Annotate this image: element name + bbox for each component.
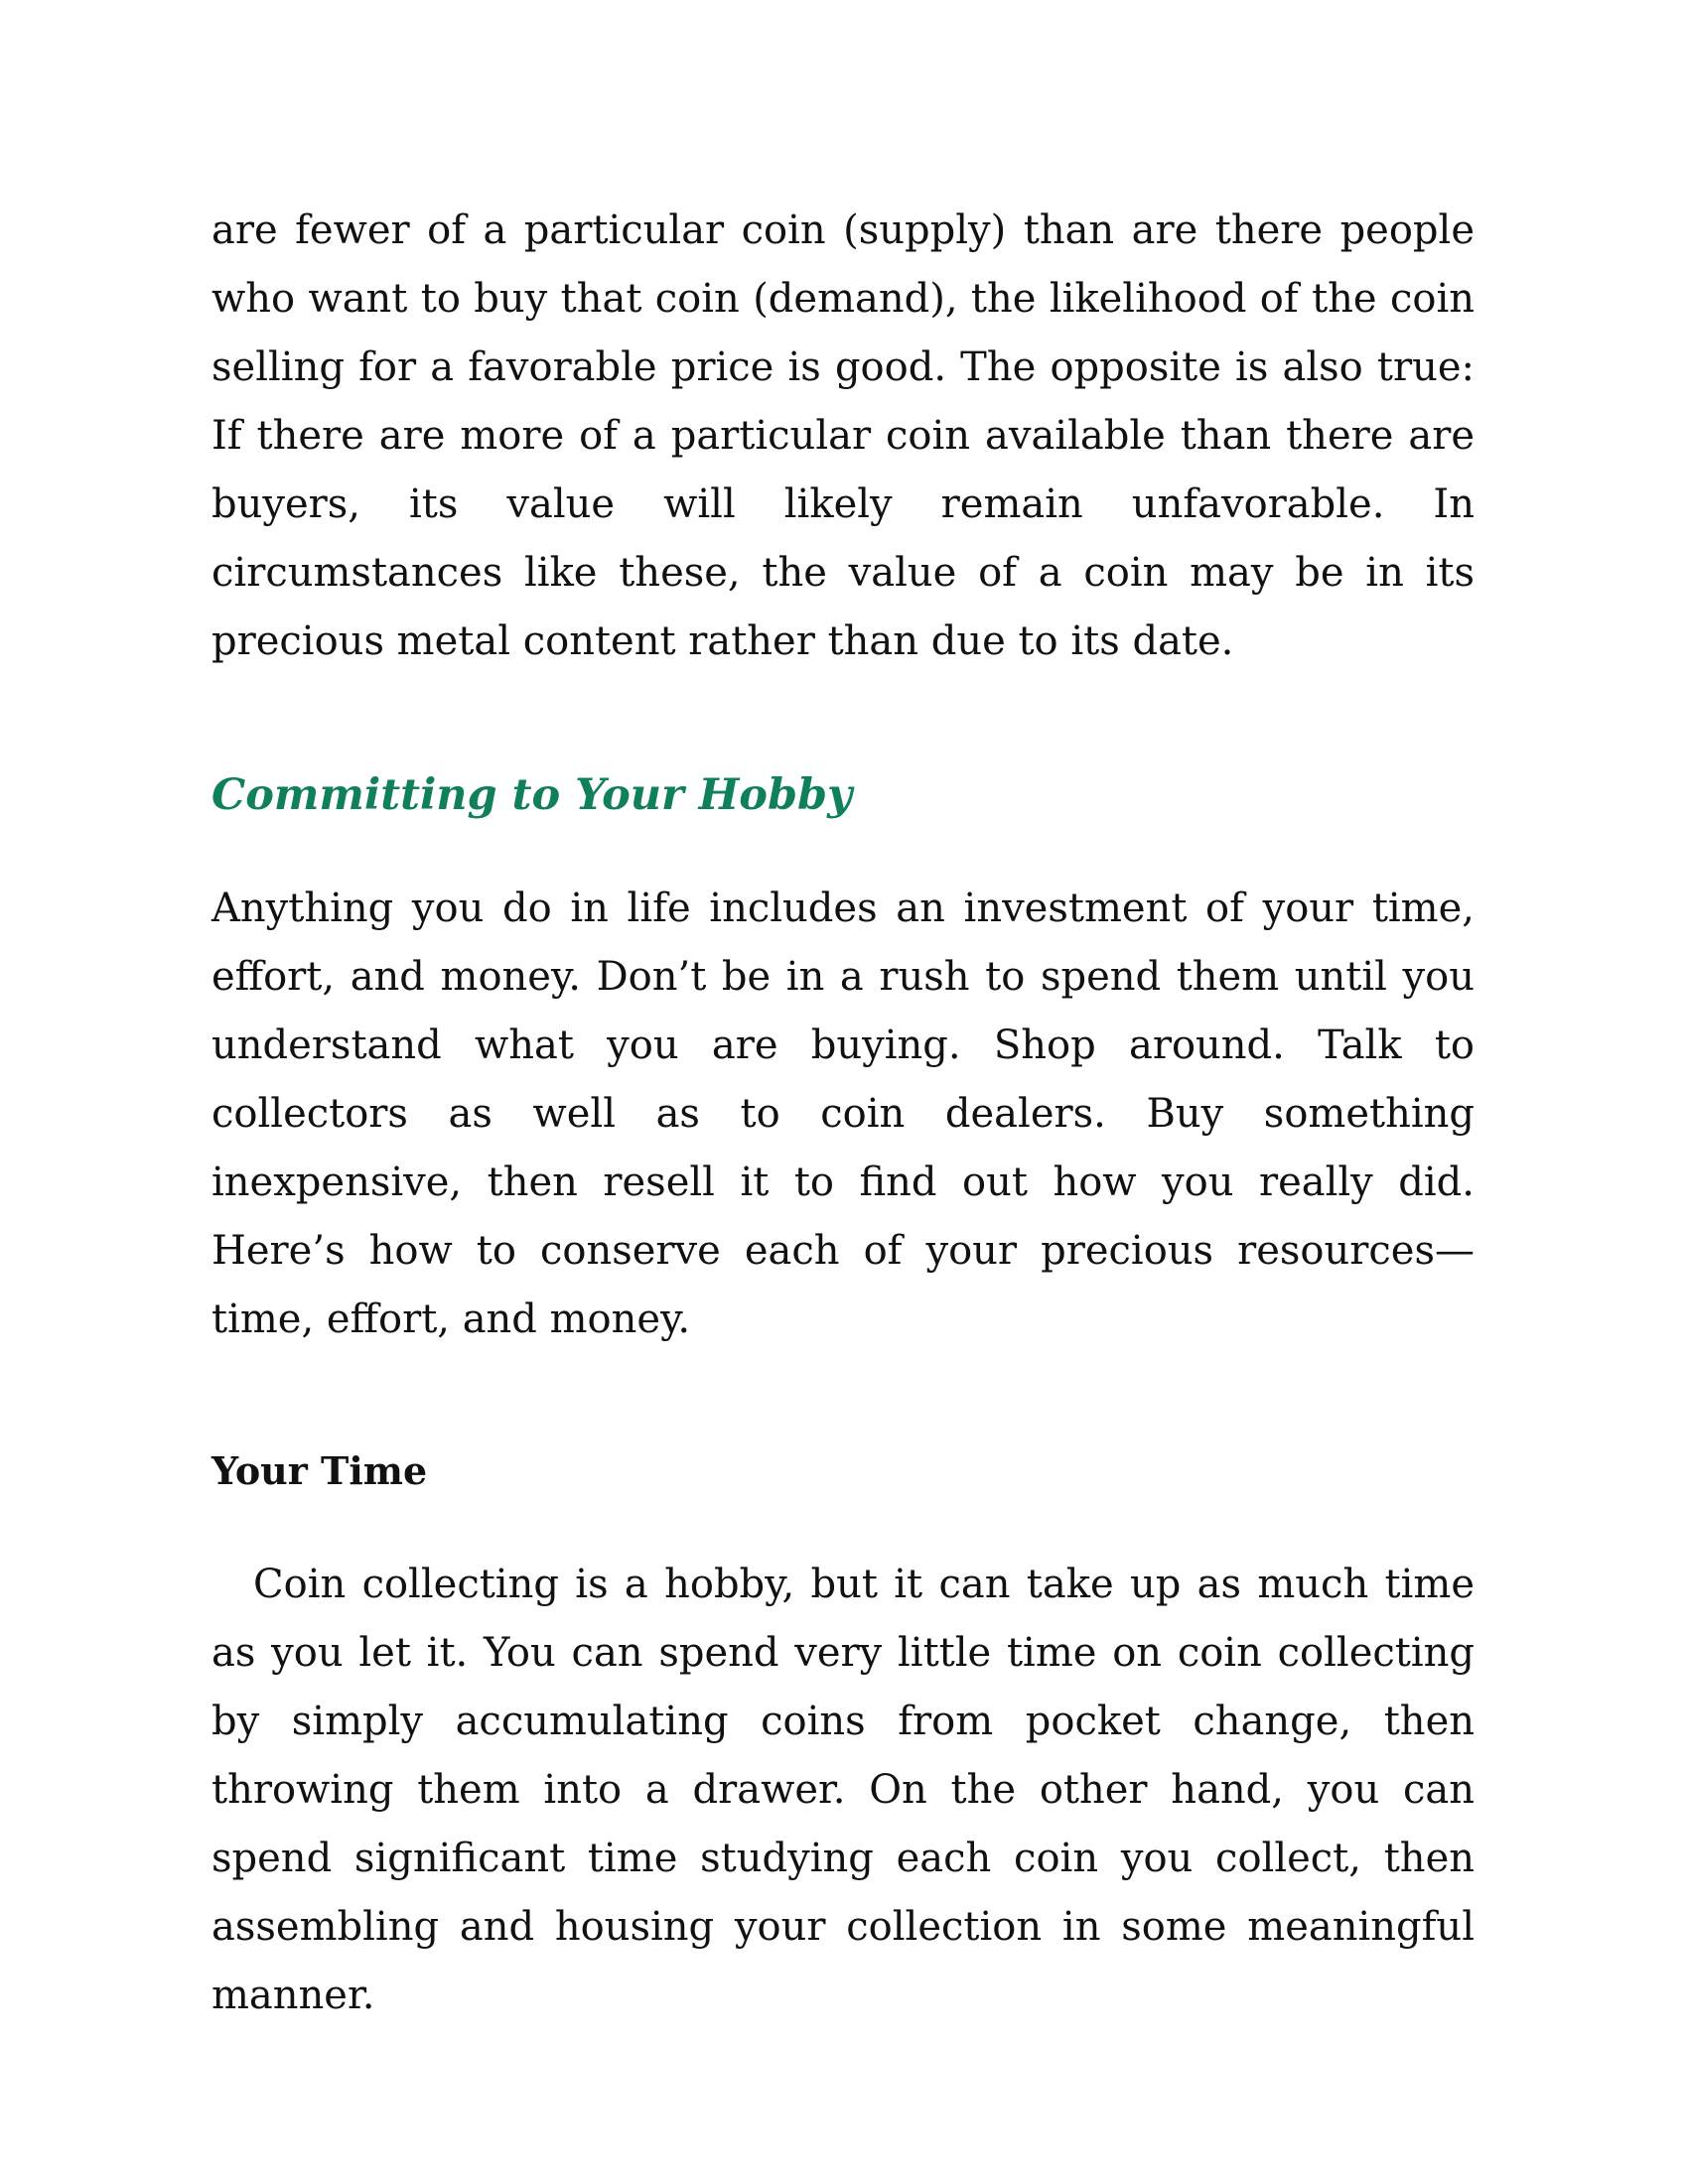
subheading-your-time: Your Time: [211, 1448, 428, 1493]
section-heading: Committing to Your Hobby: [211, 770, 853, 820]
body-paragraph-your-time: Coin collecting is a hobby, but it can take up as much time as you let it. You can spend very little time on coin collecting by simply accumulating coins from pocket change, then throwing them into a drawer. On the other hand, you can spend significant time studying each coin you collect, then assembling and housing your collection in some meaningful manner.: [211, 1562, 1475, 2018]
document-page: [211, 197, 1475, 2030]
body-paragraph-investment: Anything you do in life includes an investment of your time, effort, and money. Don’t be in a rush to spend them until you understand what you are buying. Shop around. Talk to collectors as well as to coin dealers. Buy something inexpensive, then resell it to find out how you really did. Here’s how to conserve each of your precious resources—time, effort, and money.: [211, 886, 1475, 1342]
body-paragraph-supply-demand: are fewer of a particular coin (supply) than are there people who want to buy that coin (demand), the likelihood of the coin selling for a favorable price is good. The opposite is also true: If there are more of a particular coin available than there are buyers, its value will likely remain unfavorable. In circumstances like these, the value of a coin may be in its precious metal content rather than due to its date.: [211, 207, 1475, 664]
